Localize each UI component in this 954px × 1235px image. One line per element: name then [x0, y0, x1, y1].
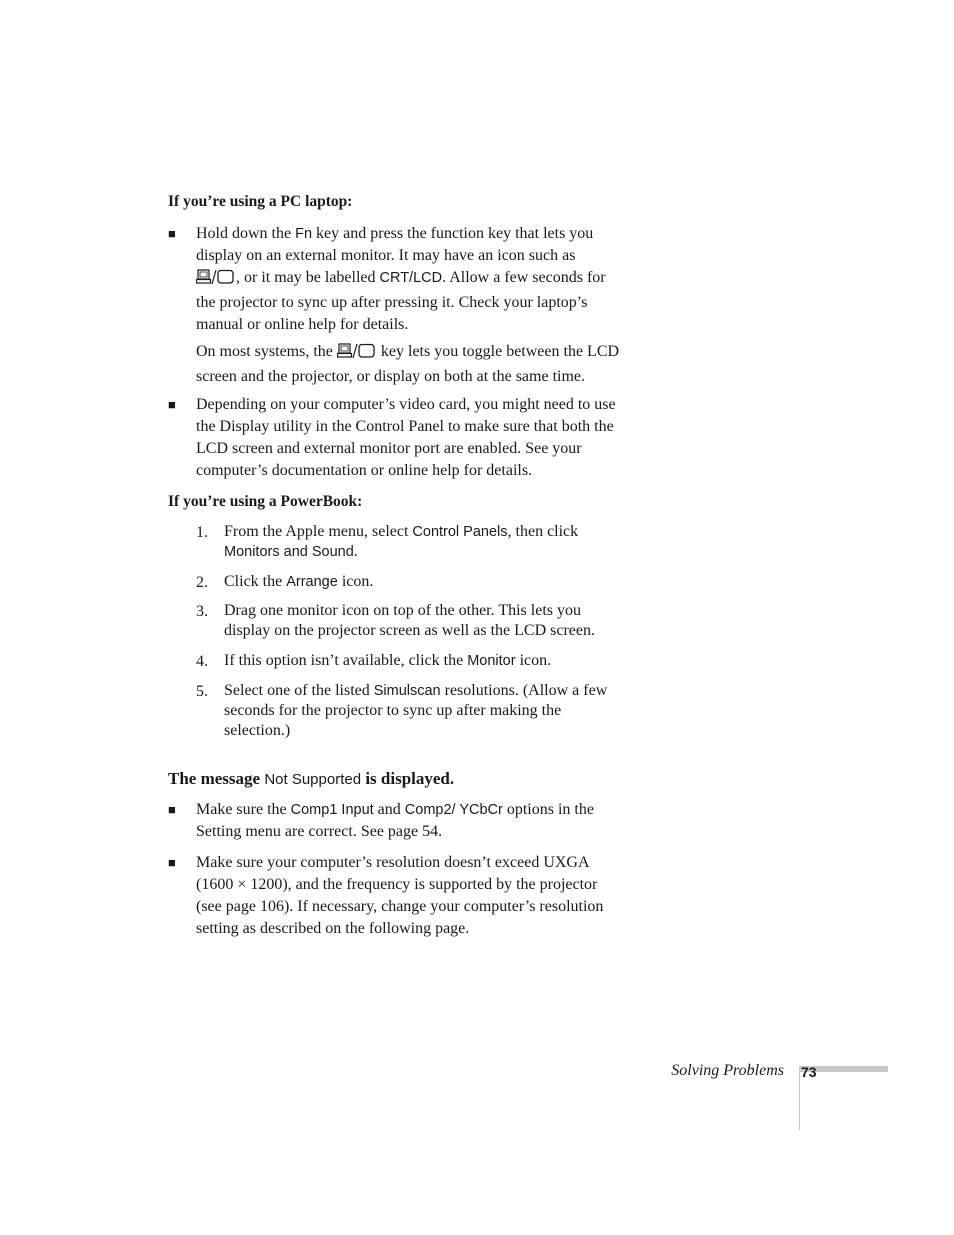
laptop-monitor-icon [337, 343, 377, 366]
fn-key-label: Fn [295, 226, 313, 242]
page-number: 73 [801, 1064, 817, 1080]
bullet-marker: ■ [168, 855, 176, 870]
message-bullet-2: Make sure your computer’s resolution doesn’t exceed UXGA (1600 × 1200), and the frequency is supported by the projector (see page 106). If necessary, change your computer’s resolution setting as described on the following page. [196, 854, 604, 937]
control-panels-label: Control Panels [412, 524, 508, 540]
pc-bullet-1 [196, 223, 636, 336]
text-line: screen and the projector, or display on both at the same time. [196, 368, 586, 385]
arrange-label: Arrange [286, 574, 338, 590]
text-line: Hold down the Fn key and press the function key that lets you [196, 225, 594, 242]
bullet-marker: ■ [168, 226, 176, 241]
monitor-label: Monitor [467, 653, 516, 669]
text-line: computer’s documentation or online help for details. [196, 462, 533, 479]
message-bullet-1: Make sure the Comp1 Input and Comp2/ YCbCr options in the Setting menu are correct. See page 54. [196, 801, 594, 840]
step-number: 1. [196, 524, 208, 541]
text-line: the projector to sync up after pressing it. Check your laptop’s [196, 294, 588, 311]
pc-laptop-heading: If you’re using a PC laptop: [168, 193, 353, 210]
step-number: 4. [196, 653, 208, 670]
monitors-and-sound-label: Monitors and Sound [224, 544, 354, 560]
step-5: Select one of the listed Simulscan resolutions. (Allow a few seconds for the projector to sync up after making the selection.) [224, 682, 608, 739]
not-supported-label: Not Supported [264, 771, 362, 788]
step-number: 2. [196, 574, 208, 591]
comp1-input-label: Comp1 Input [290, 802, 374, 818]
step-2: Click the Arrange icon. [224, 573, 374, 590]
comp2-ycbcr-label: Comp2/ YCbCr [404, 802, 503, 818]
text-line: display on an external monitor. It may have an icon such as [196, 247, 576, 264]
not-supported-heading: The message Not Supported is displayed. [168, 769, 455, 788]
text-line: the Display utility in the Control Panel to make sure that both the [196, 418, 614, 435]
step-4: If this option isn’t available, click the Monitor icon. [224, 652, 552, 669]
text-line: LCD screen and external monitor port are enabled. See your [196, 440, 582, 457]
powerbook-heading: If you’re using a PowerBook: [168, 493, 363, 510]
pc-bullet-2 [196, 394, 636, 482]
footer-title: Solving Problems [671, 1062, 784, 1079]
bullet-marker: ■ [168, 802, 176, 817]
step-1: From the Apple menu, select Control Panels, then click Monitors and Sound. [224, 523, 579, 560]
bullet-marker: ■ [168, 397, 176, 412]
text-line: Depending on your computer’s video card, you might need to use [196, 396, 616, 413]
step-3: Drag one monitor icon on top of the other. This lets you display on the projector screen as well as the LCD screen. [224, 602, 595, 639]
step-number: 3. [196, 603, 208, 620]
footer-rule [799, 1066, 800, 1130]
text-line: manual or online help for details. [196, 316, 409, 333]
step-number: 5. [196, 683, 208, 700]
text-line: On most systems, the key lets you toggle between the LCD [196, 341, 636, 366]
crt-lcd-key-label: CRT/LCD [379, 270, 443, 286]
text-line: , or it may be labelled CRT/LCD. Allow a few seconds for [196, 267, 636, 292]
pc-note [196, 341, 636, 388]
laptop-monitor-icon [196, 269, 236, 292]
simulscan-label: Simulscan [373, 683, 441, 699]
